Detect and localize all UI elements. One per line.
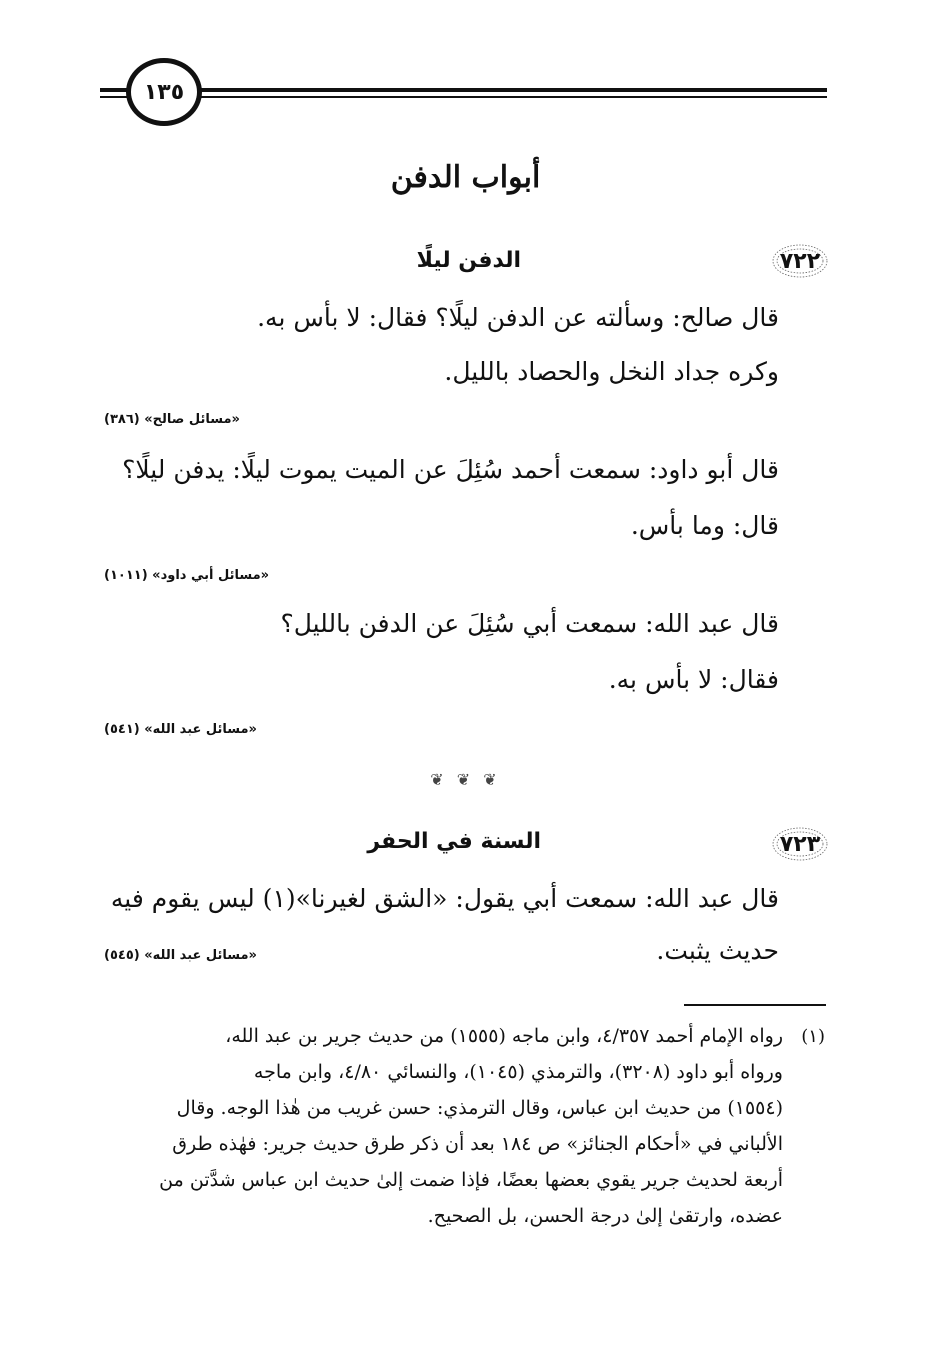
text-line: حديث يثبت. xyxy=(656,936,779,965)
citation: «مسائل أبي داود» (١٠١١) xyxy=(104,568,270,583)
footnote-line: ورواه أبو داود (٣٢٠٨)، والترمذي (١٠٤٥)، والنسائي ٤/٨٠، وابن ماجه xyxy=(253,1061,783,1083)
footnote-line: عضده، وارتقىٰ إلىٰ درجة الحسن، بل الصحيح. xyxy=(427,1205,783,1227)
citation: «مسائل عبد الله» (٥٤٥) xyxy=(104,948,257,963)
footnote-separator xyxy=(684,1004,826,1006)
section-title: السنة في الحفر xyxy=(367,829,541,854)
section-number-badge xyxy=(770,824,830,864)
text-line: قال عبد الله: سمعت أبي يقول: «الشق لغيرنا»(١) ليس يقوم فيه xyxy=(110,884,779,913)
text-line: وكره جداد النخل والحصاد بالليل. xyxy=(444,357,779,386)
chapter-title: أبواب الدفن xyxy=(390,160,541,195)
header-rule-thick xyxy=(100,88,827,92)
section-number: ٧٢٣ xyxy=(779,831,821,857)
page-number-badge xyxy=(126,58,202,126)
footnote-line: أربعة لحديث جرير يقوي بعضها بعضًا، فإذا ضمت إلىٰ حديث ابن عباس شدَّتن من xyxy=(159,1169,783,1191)
section-title: الدفن ليلًا xyxy=(416,248,521,273)
section-divider-ornament xyxy=(0,770,931,789)
text-line: قال أبو داود: سمعت أحمد سُئِلَ عن الميت يموت ليلًا: يدفن ليلًا؟ xyxy=(122,455,779,484)
footnote-line: الألباني في «أحكام الجنائز» ص ١٨٤ بعد أن ذكر طرق حديث جرير: فهٰذه طرق xyxy=(172,1133,783,1155)
page-number: ١٣٥ xyxy=(143,79,185,105)
footnote-line: رواه الإمام أحمد ٤/٣٥٧، وابن ماجه (١٥٥٥) من حديث جرير بن عبد الله، xyxy=(225,1025,783,1047)
header-rule-thin xyxy=(100,96,827,98)
section-number-badge xyxy=(770,241,830,281)
text-line: قال صالح: وسألته عن الدفن ليلًا؟ فقال: لا بأس به. xyxy=(257,303,779,332)
footnote-marker: (١) xyxy=(801,1026,825,1047)
citation: «مسائل صالح» (٣٨٦) xyxy=(104,412,240,427)
text-line: قال عبد الله: سمعت أبي سُئِلَ عن الدفن بالليل؟ xyxy=(280,609,779,638)
section-number: ٧٢٢ xyxy=(779,248,821,274)
divider-glyph: ❦ ❦ ❦ xyxy=(430,770,501,789)
citation: «مسائل عبد الله» (٥٤١) xyxy=(104,722,257,737)
footnote-line: (١٥٥٤) من حديث ابن عباس، وقال الترمذي: حسن غريب من هٰذا الوجه. وقال xyxy=(176,1097,783,1119)
text-line: فقال: لا بأس به. xyxy=(608,665,779,694)
text-line: قال: وما بأس. xyxy=(630,511,779,540)
